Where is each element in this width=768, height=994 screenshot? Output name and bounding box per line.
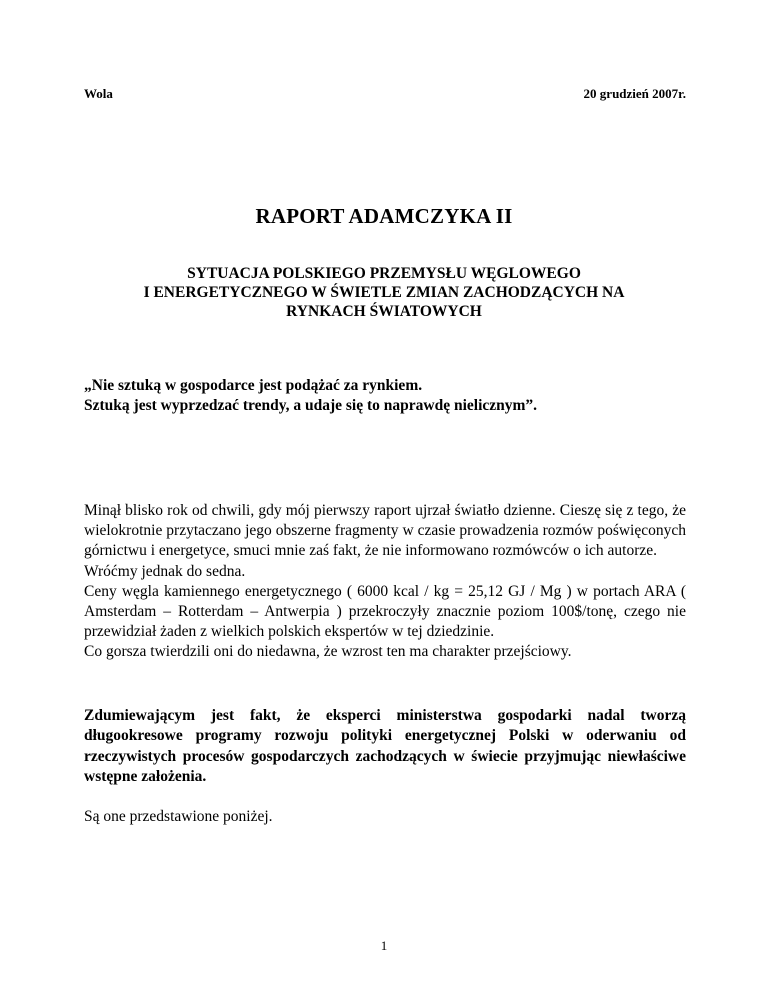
page-number: 1 (380, 938, 388, 953)
closing-paragraph: Są one przedstawione poniżej. (84, 808, 273, 825)
body-paragraph: Minął blisko rok od chwili, gdy mój pierwszy raport ujrzał światło dzienne. Cieszę się z tego, że wielokrotnie przytaczano jego obszerne fragmenty w czasie prowadzenia rozmów poświęconych górnictwu i energetyce, smuci mnie zaś fakt, że nie informowano rozmówców o ich autorze. (84, 502, 686, 560)
subtitle-line: RYNKACH ŚWIATOWYCH (286, 303, 482, 320)
document-title: RAPORT ADAMCZYKA II (255, 204, 513, 228)
subtitle-line: I ENERGETYCZNEGO W ŚWIETLE ZMIAN ZACHODZĄCYCH NA (143, 284, 625, 301)
header-date: 20 grudzień 2007r. (583, 86, 686, 101)
body-paragraph: Co gorsza twierdzili oni do niedawna, że wzrost ten ma charakter przejściowy. (84, 643, 572, 661)
body-text (84, 501, 686, 663)
header-place: Wola (84, 86, 113, 101)
emphasis-paragraph: Zdumiewającym jest fakt, że eksperci ministerstwa gospodarki nadal tworzą długookresowe programy rozwoju polityki energetycznej Polski w oderwaniu od rzeczywistych procesów gospodarczych zachodzących w świecie przyjmując niewłaściwe wstępne założenia. (84, 707, 686, 786)
subtitle-line: SYTUACJA POLSKIEGO PRZEMYSŁU WĘGLOWEGO (187, 265, 581, 282)
motto-quote (84, 376, 694, 416)
document-subtitle (84, 264, 684, 321)
body-paragraph: Ceny węgla kamiennego energetycznego ( 6000 kcal / kg = 25,12 GJ / Mg ) w portach ARA ( Amsterdam – Rotterdam – Antwerpia ) przekroczyły znacznie poziom 100$/tonę, czego nie przewidział żaden z wielkich polskich ekspertów w tej dziedzinie. (84, 582, 686, 641)
motto-line: Sztuką jest wyprzedzać trendy, a udaje się to naprawdę nielicznym”. (84, 397, 538, 414)
motto-line: „Nie sztuką w gospodarce jest podążać za rynkiem. (84, 377, 423, 394)
body-paragraph: Wróćmy jednak do sedna. (84, 562, 246, 580)
